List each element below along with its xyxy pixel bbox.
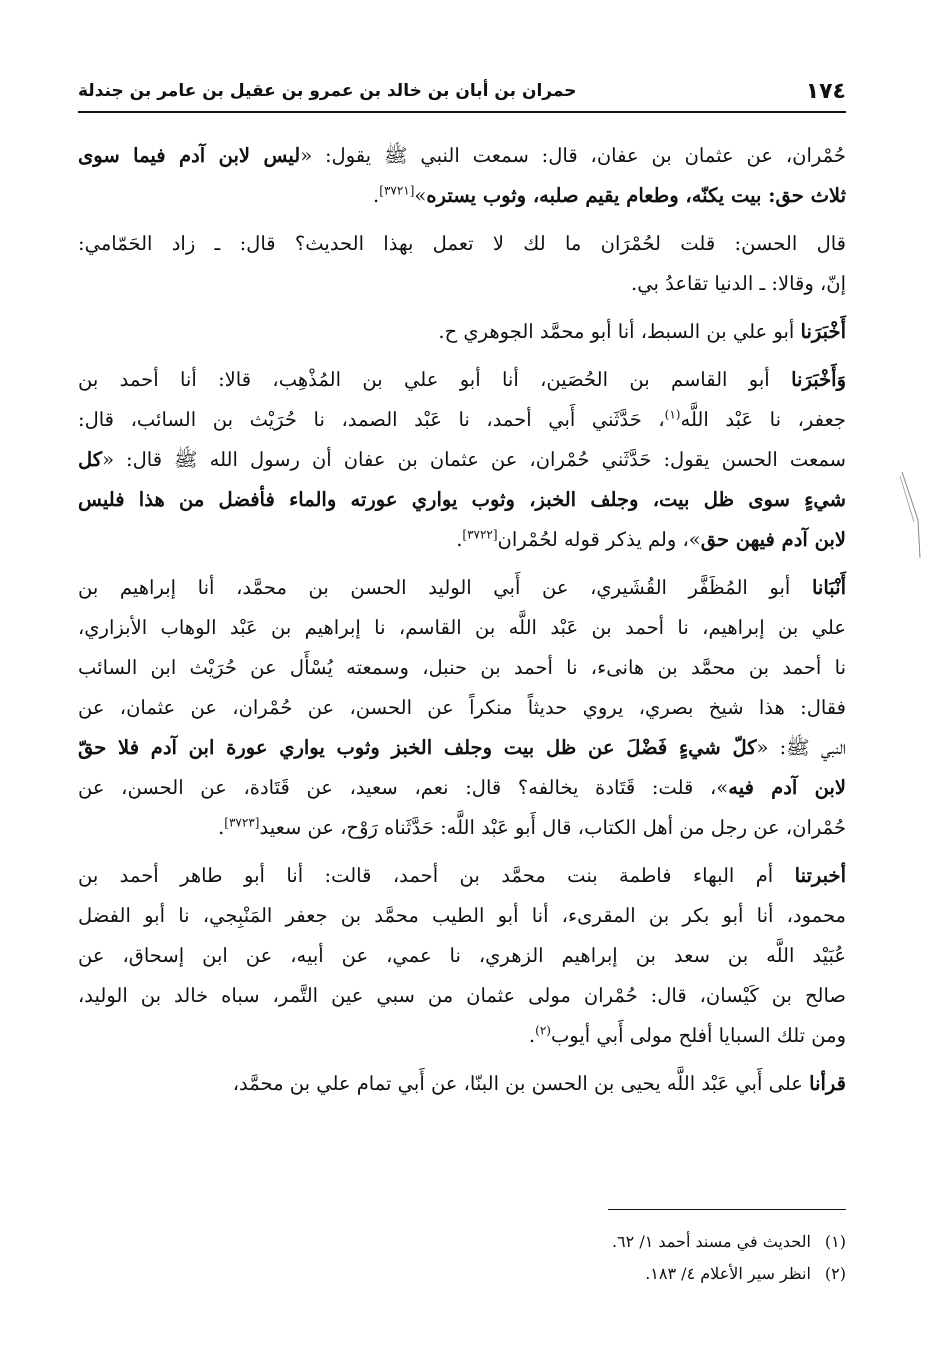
bold-run: كل — [78, 448, 103, 471]
text-run: . — [528, 1024, 536, 1047]
text-line — [78, 1016, 846, 1056]
text-line — [78, 808, 846, 848]
text-run: حُمْران، عن عثمان بن عفان، قال: سمعت النبي ﷺ يقول: « — [300, 144, 846, 167]
text-line — [78, 568, 846, 608]
text-run: . — [218, 816, 225, 839]
bold-run: وَأَخْبَرَنا — [791, 368, 846, 391]
text-run: نا أحمد بن محمَّد بن هانىء، نا أحمد بن حنبل، وسمعته يُسْأَل عن حُرَيْث ابن السائب — [78, 656, 846, 679]
text-line — [78, 688, 846, 728]
text-line — [78, 400, 846, 440]
bold-run: قرأنا — [809, 1072, 846, 1095]
text-run: صالح بن كَيْسان، قال: حُمْران مولى عثمان من سبي عين التَّمر، سباه خالد بن الوليد، — [78, 984, 846, 1007]
footnote-text: انظر سير الأعلام ٤/ ١٨٣. — [645, 1264, 811, 1283]
paragraph — [78, 136, 846, 216]
text-run: سمعت الحسن يقول: حَدَّثَني حُمْران، عن عثمان بن عفان أن رسول الله ﷺ قال: « — [102, 448, 846, 471]
page-number: ١٧٤ — [805, 78, 846, 104]
text-run: . — [373, 184, 380, 207]
paragraph — [78, 360, 846, 560]
text-line — [78, 608, 846, 648]
text-run: » — [414, 184, 427, 207]
text-line — [78, 936, 846, 976]
text-line — [78, 648, 846, 688]
text-line — [78, 480, 846, 520]
paragraph — [78, 224, 846, 304]
text-line — [78, 768, 846, 808]
text-run: إنّ، وقالا: ـ الدنيا تقاعدُ بي. — [631, 272, 846, 295]
text-run: علي بن إبراهيم، نا أحمد بن عَبْد اللَّه بن القاسم، نا إبراهيم بن عَبْد الوهاب الأبزاري، — [78, 616, 846, 639]
text-line — [78, 224, 846, 264]
text-run: »، قلت: قَتَادة يخالفه؟ قال: نعم، سعيد، عن قَتَادة، عن الحسن، عن — [78, 776, 729, 799]
bold-run: كلّ شيءٍ فَضْلَ عن ظل بيت وجلف الخبز وثوب يواري عورة ابن آدم فلا حقّ — [78, 736, 757, 759]
text-run: جعفر، نا عَبْد اللَّه — [680, 408, 846, 431]
text-line — [78, 440, 846, 480]
text-line — [78, 896, 846, 936]
paragraph — [78, 1064, 846, 1104]
bold-run: لابن آدم فيه — [728, 776, 846, 799]
margin-pencil-mark — [896, 470, 926, 560]
text-run: النبي ﷺ: « — [756, 736, 846, 759]
reference-marker: [٣٧٢٣] — [224, 815, 260, 830]
page-header — [78, 72, 846, 110]
text-run: محمود، أنا أبو بكر بن المقرىء، أنا أبو الطيب محمَّد بن جعفر المَنْبِجي، نا أبو الفضل — [78, 904, 846, 927]
footnote — [78, 1226, 846, 1258]
bold-run: ليس لابن آدم فيما سوى — [78, 144, 301, 167]
text-run: فقال: هذا شيخ بصري، يروي حديثاً منكراً عن الحسن، عن حُمْران، عن عثمان، عن — [78, 696, 846, 719]
paragraph — [78, 312, 846, 352]
footnote-rule — [608, 1209, 846, 1210]
text-run: أبو القاسم بن الحُصَين، أنا أبو علي بن المُذْهِب، قالا: أنا أحمد بن — [78, 368, 792, 391]
bold-run: لابن آدم فيهن حق — [700, 528, 846, 551]
text-run: حُمْران، عن رجل من أهل الكتاب، قال أَبو عَبْد اللَّه: حَدَّثَناه رَوْح، عن سعيد — [259, 816, 846, 839]
reference-marker: [٣٧٢٢] — [462, 527, 498, 542]
footnote — [78, 1258, 846, 1290]
footnotes — [78, 1226, 846, 1290]
text-run: عُبَيْد اللَّه بن سعد بن إبراهيم الزهري، نا عمي، عن أبيه، عن ابن إسحاق، عن — [78, 944, 846, 967]
bold-run: أَخْبَرَنا — [800, 320, 846, 343]
main-text — [78, 136, 846, 1104]
text-run: على أَبي عَبْد اللَّه يحيى بن الحسن بن البنّا، عن أَبي تمام علي بن محمَّد، — [232, 1072, 810, 1095]
reference-marker: (١) — [664, 407, 681, 422]
paragraph — [78, 568, 846, 848]
footnote-number: (٢) — [824, 1264, 846, 1283]
text-line — [78, 136, 846, 176]
header-rule — [78, 111, 846, 113]
text-line — [78, 1064, 846, 1104]
text-run: »، ولم يذكر قوله لحُمْران — [497, 528, 701, 551]
bold-run: أَنْبَانا — [811, 576, 846, 599]
text-run: قال الحسن: قلت لحُمْرَان ما لك لا تعمل بهذا الحديث؟ قال: ـ زاد الحَمّامي: — [78, 232, 846, 255]
text-line — [78, 856, 846, 896]
footnote-number: (١) — [824, 1232, 846, 1251]
footnote-text: الحديث في مسند أحمد ١/ ٦٢. — [611, 1232, 811, 1251]
text-line — [78, 176, 846, 216]
bold-run: ثلاث حق: بيت يكنّه، وطعام يقيم صلبه، وثوب يستره — [426, 184, 846, 207]
reference-marker: (٢) — [535, 1023, 551, 1038]
text-run: ، حَدَّثَني أَبي أحمد، نا عَبْد الصمد، نا حُرَيْث بن السائب، قال: — [78, 408, 665, 431]
running-title: حمران بن أبان بن خالد بن عمرو بن عقيل بن عامر بن جندلة — [78, 81, 577, 101]
text-line — [78, 520, 846, 560]
bold-run: شيءٍ سوى ظل بيت، وجلف الخبز، وثوب يواري عورته والماء فأفضل من هذا فليس — [78, 488, 846, 511]
text-line — [78, 264, 846, 304]
reference-marker: [٣٧٢١] — [379, 183, 415, 198]
text-line — [78, 360, 846, 400]
text-run: أبو المُظَفَّر القُشَيري، عن أَبي الوليد الحسن بن محمَّد، أنا إبراهيم بن — [78, 576, 812, 599]
text-run: ومن تلك السبايا أفلح مولى أَبي أيوب — [550, 1024, 846, 1047]
bold-run: أخبرتنا — [794, 864, 846, 887]
text-run: أم البهاء فاطمة بنت محمَّد بن أحمد، قالت: أنا أبو طاهر أحمد بن — [78, 864, 795, 887]
text-line — [78, 312, 846, 352]
text-line — [78, 728, 846, 768]
text-run: . — [456, 528, 463, 551]
text-run: أبو علي بن السبط، أنا أبو محمَّد الجوهري ح. — [438, 320, 801, 343]
paragraph — [78, 856, 846, 1056]
text-line — [78, 976, 846, 1016]
